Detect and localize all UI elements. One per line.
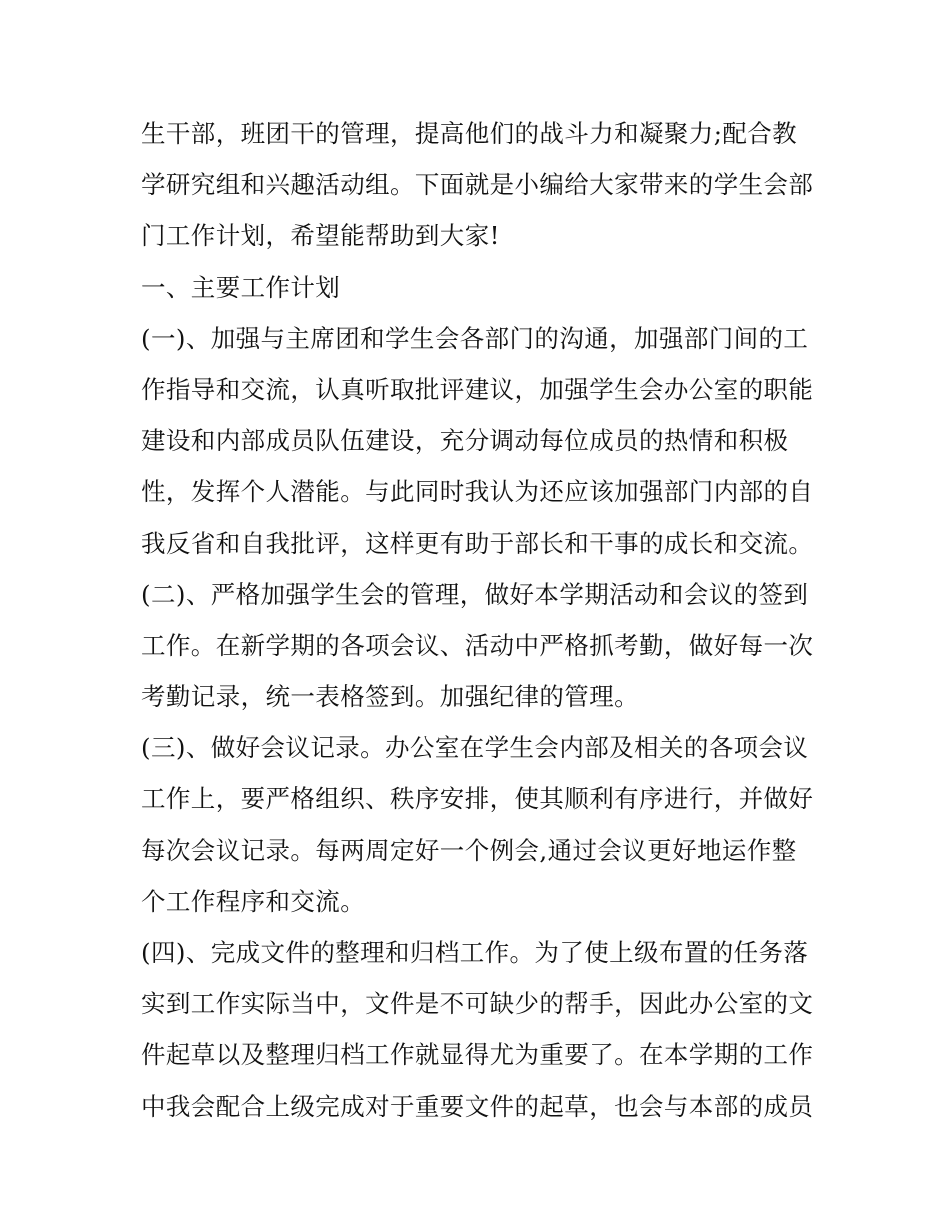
text-line: 实到工作实际当中，文件是不可缺少的帮手，因此办公室的文 <box>141 989 814 1019</box>
document-body <box>141 108 821 1132</box>
text-line: 工作上，要严格组织、秩序安排，使其顺利有序进行，并做好 <box>141 784 814 814</box>
text-line: 中我会配合上级完成对于重要文件的起草，也会与本部的成员 <box>141 1091 814 1121</box>
text-line: 性，发挥个人潜能。与此同时我认为还应该加强部门内部的自 <box>141 477 814 507</box>
text-line: (四)、完成文件的整理和归档工作。为了使上级布置的任务落 <box>141 938 809 967</box>
text-line: 作指导和交流，认真听取批评建议，加强学生会办公室的职能 <box>141 374 814 404</box>
text-line: 门工作计划，希望能帮助到大家! <box>141 221 500 251</box>
text-line: 考勤记录，统一表格签到。加强纪律的管理。 <box>141 682 639 712</box>
text-line: (三)、做好会议记录。办公室在学生会内部及相关的各项会议 <box>141 733 809 763</box>
text-line: 件起草以及整理归档工作就显得尤为重要了。在本学期的工作 <box>141 1040 814 1070</box>
text-line: (二)、严格加强学生会的管理，做好本学期活动和会议的签到 <box>141 579 809 609</box>
text-line: 学研究组和兴趣活动组。下面就是小编给大家带来的学生会部 <box>141 170 814 200</box>
text-line: 生干部，班团干的管理，提高他们的战斗力和凝聚力;配合教 <box>141 119 798 148</box>
text-line: (一)、加强与主席团和学生会各部门的沟通，加强部门间的工 <box>141 323 809 353</box>
text-line: 建设和内部成员队伍建设，充分调动每位成员的热情和积极 <box>141 426 789 456</box>
text-line: 工作。在新学期的各项会议、活动中严格抓考勤，做好每一次 <box>141 630 814 660</box>
section-heading: 一、主要工作计划 <box>141 272 341 302</box>
text-line: 个工作程序和交流。 <box>141 886 366 916</box>
text-line: 我反省和自我批评，这样更有助于部长和干事的成长和交流。 <box>141 528 814 558</box>
text-line: 每次会议记录。每两周定好一个例会,通过会议更好地运作整 <box>141 835 797 865</box>
